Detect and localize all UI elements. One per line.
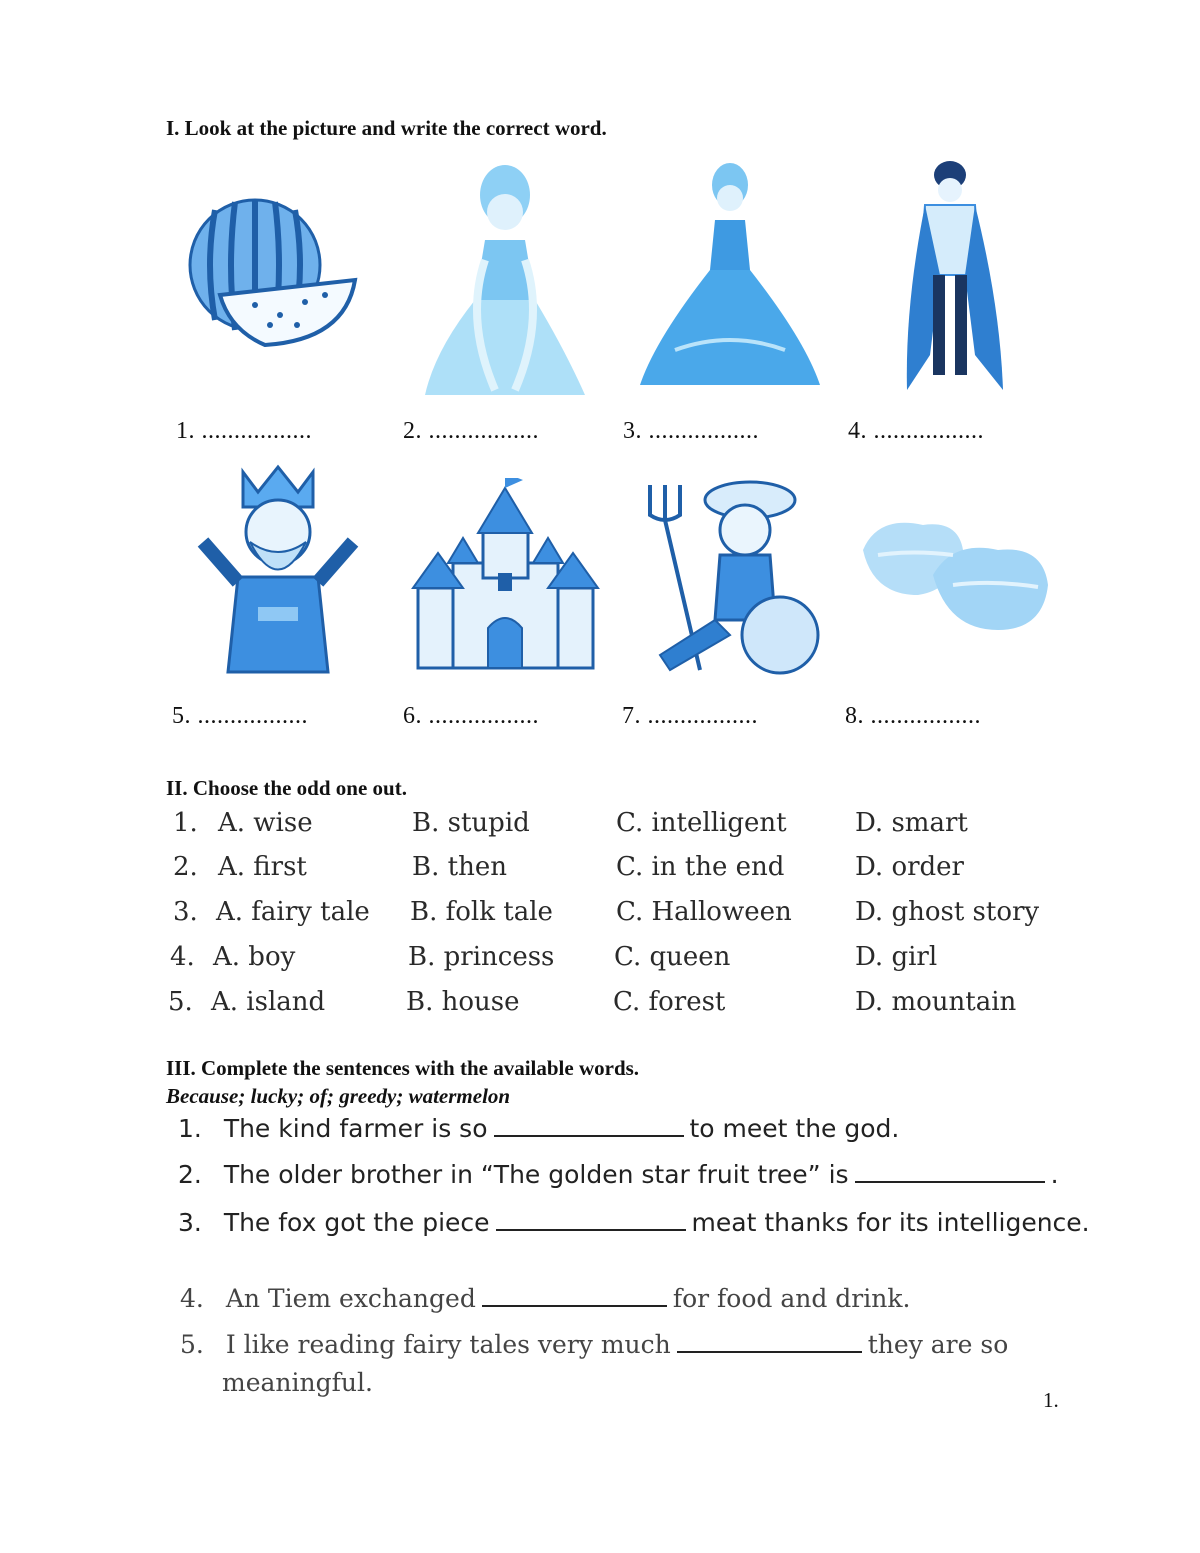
sentence-2 — [178, 1160, 1059, 1189]
sentence-num: 4. — [180, 1284, 204, 1313]
princess-image — [635, 150, 825, 400]
option-d[interactable]: D. order — [855, 852, 964, 882]
sentence-1 — [178, 1114, 899, 1143]
option-a[interactable]: A. island — [211, 987, 326, 1017]
sentence-text: meat thanks for its intelligence. — [691, 1208, 1090, 1237]
option-c[interactable]: C. forest — [613, 987, 726, 1017]
prince-image — [895, 155, 1015, 400]
section-3-heading: III. Complete the sentences with the available words. — [166, 1056, 640, 1080]
answer-line-4[interactable]: 4. ................. — [848, 418, 984, 444]
sentence-text: The kind farmer is so — [223, 1114, 488, 1143]
option-a[interactable]: A. first — [218, 852, 307, 882]
odd-row-num: 4. — [170, 942, 195, 972]
sentence-text: The fox got the piece — [223, 1208, 490, 1237]
blank-field[interactable] — [494, 1115, 684, 1137]
sentence-num: 5. — [180, 1330, 204, 1359]
blank-field[interactable] — [482, 1285, 667, 1307]
option-c[interactable]: C. Halloween — [616, 897, 792, 927]
section-2-heading: II. Choose the odd one out. — [166, 776, 407, 800]
option-b[interactable]: B. princess — [408, 942, 555, 972]
option-b[interactable]: B. folk tale — [410, 897, 553, 927]
option-c[interactable]: C. in the end — [616, 852, 785, 882]
sentence-text: to meet the god. — [689, 1114, 900, 1143]
sentence-text: The older brother in “The golden star fruit tree” is — [223, 1160, 849, 1189]
option-d[interactable]: D. smart — [855, 808, 968, 838]
farmer-image — [640, 470, 820, 680]
option-b[interactable]: B. house — [406, 987, 520, 1017]
option-a[interactable]: A. wise — [218, 808, 313, 838]
sentence-text: I like reading fairy tales very much — [225, 1330, 671, 1359]
sentence-num: 1. — [178, 1114, 202, 1143]
answer-line-5[interactable]: 5. ................. — [172, 703, 308, 729]
answer-line-8[interactable]: 8. ................. — [845, 703, 981, 729]
option-a[interactable]: A. fairy tale — [216, 897, 370, 927]
sentence-3 — [178, 1208, 1090, 1237]
sentence-num: 3. — [178, 1208, 202, 1237]
sentence-5 — [180, 1330, 1008, 1359]
sentence-4 — [180, 1284, 910, 1313]
fairy-image — [415, 150, 590, 400]
answer-line-6[interactable]: 6. ................. — [403, 703, 539, 729]
word-bank: Because; lucky; of; greedy; watermelon — [166, 1084, 511, 1108]
option-d[interactable]: D. mountain — [855, 987, 1017, 1017]
sentence-text: they are so — [867, 1330, 1009, 1359]
sentence-num: 2. — [178, 1160, 202, 1189]
sentence-text: An Tiem exchanged — [225, 1284, 476, 1313]
answer-line-1[interactable]: 1. ................. — [176, 418, 312, 444]
king-image — [188, 462, 368, 682]
sentence-text: for food and drink. — [672, 1284, 911, 1313]
answer-line-2[interactable]: 2. ................. — [403, 418, 539, 444]
option-d[interactable]: D. ghost story — [855, 897, 1040, 927]
odd-row-num: 3. — [173, 897, 198, 927]
watermelon-image — [185, 190, 375, 350]
odd-row-num: 2. — [173, 852, 198, 882]
star-fruit-image — [858, 515, 1053, 640]
blank-field[interactable] — [496, 1209, 686, 1231]
castle-image — [408, 478, 603, 673]
blank-field[interactable] — [855, 1161, 1045, 1183]
answer-line-7[interactable]: 7. ................. — [622, 703, 758, 729]
blank-field[interactable] — [677, 1331, 862, 1353]
answer-line-3[interactable]: 3. ................. — [623, 418, 759, 444]
sentence-text: . — [1050, 1160, 1059, 1189]
odd-row-num: 5. — [168, 987, 193, 1017]
option-b[interactable]: B. then — [412, 852, 507, 882]
page-number: 1. — [1043, 1388, 1059, 1412]
sentence-5-continuation: meaningful. — [222, 1368, 373, 1397]
odd-row-num: 1. — [173, 808, 198, 838]
option-c[interactable]: C. queen — [614, 942, 731, 972]
option-d[interactable]: D. girl — [855, 942, 938, 972]
option-c[interactable]: C. intelligent — [616, 808, 787, 838]
option-b[interactable]: B. stupid — [412, 808, 530, 838]
section-1-heading: I. Look at the picture and write the correct word. — [166, 116, 607, 140]
option-a[interactable]: A. boy — [213, 942, 296, 972]
